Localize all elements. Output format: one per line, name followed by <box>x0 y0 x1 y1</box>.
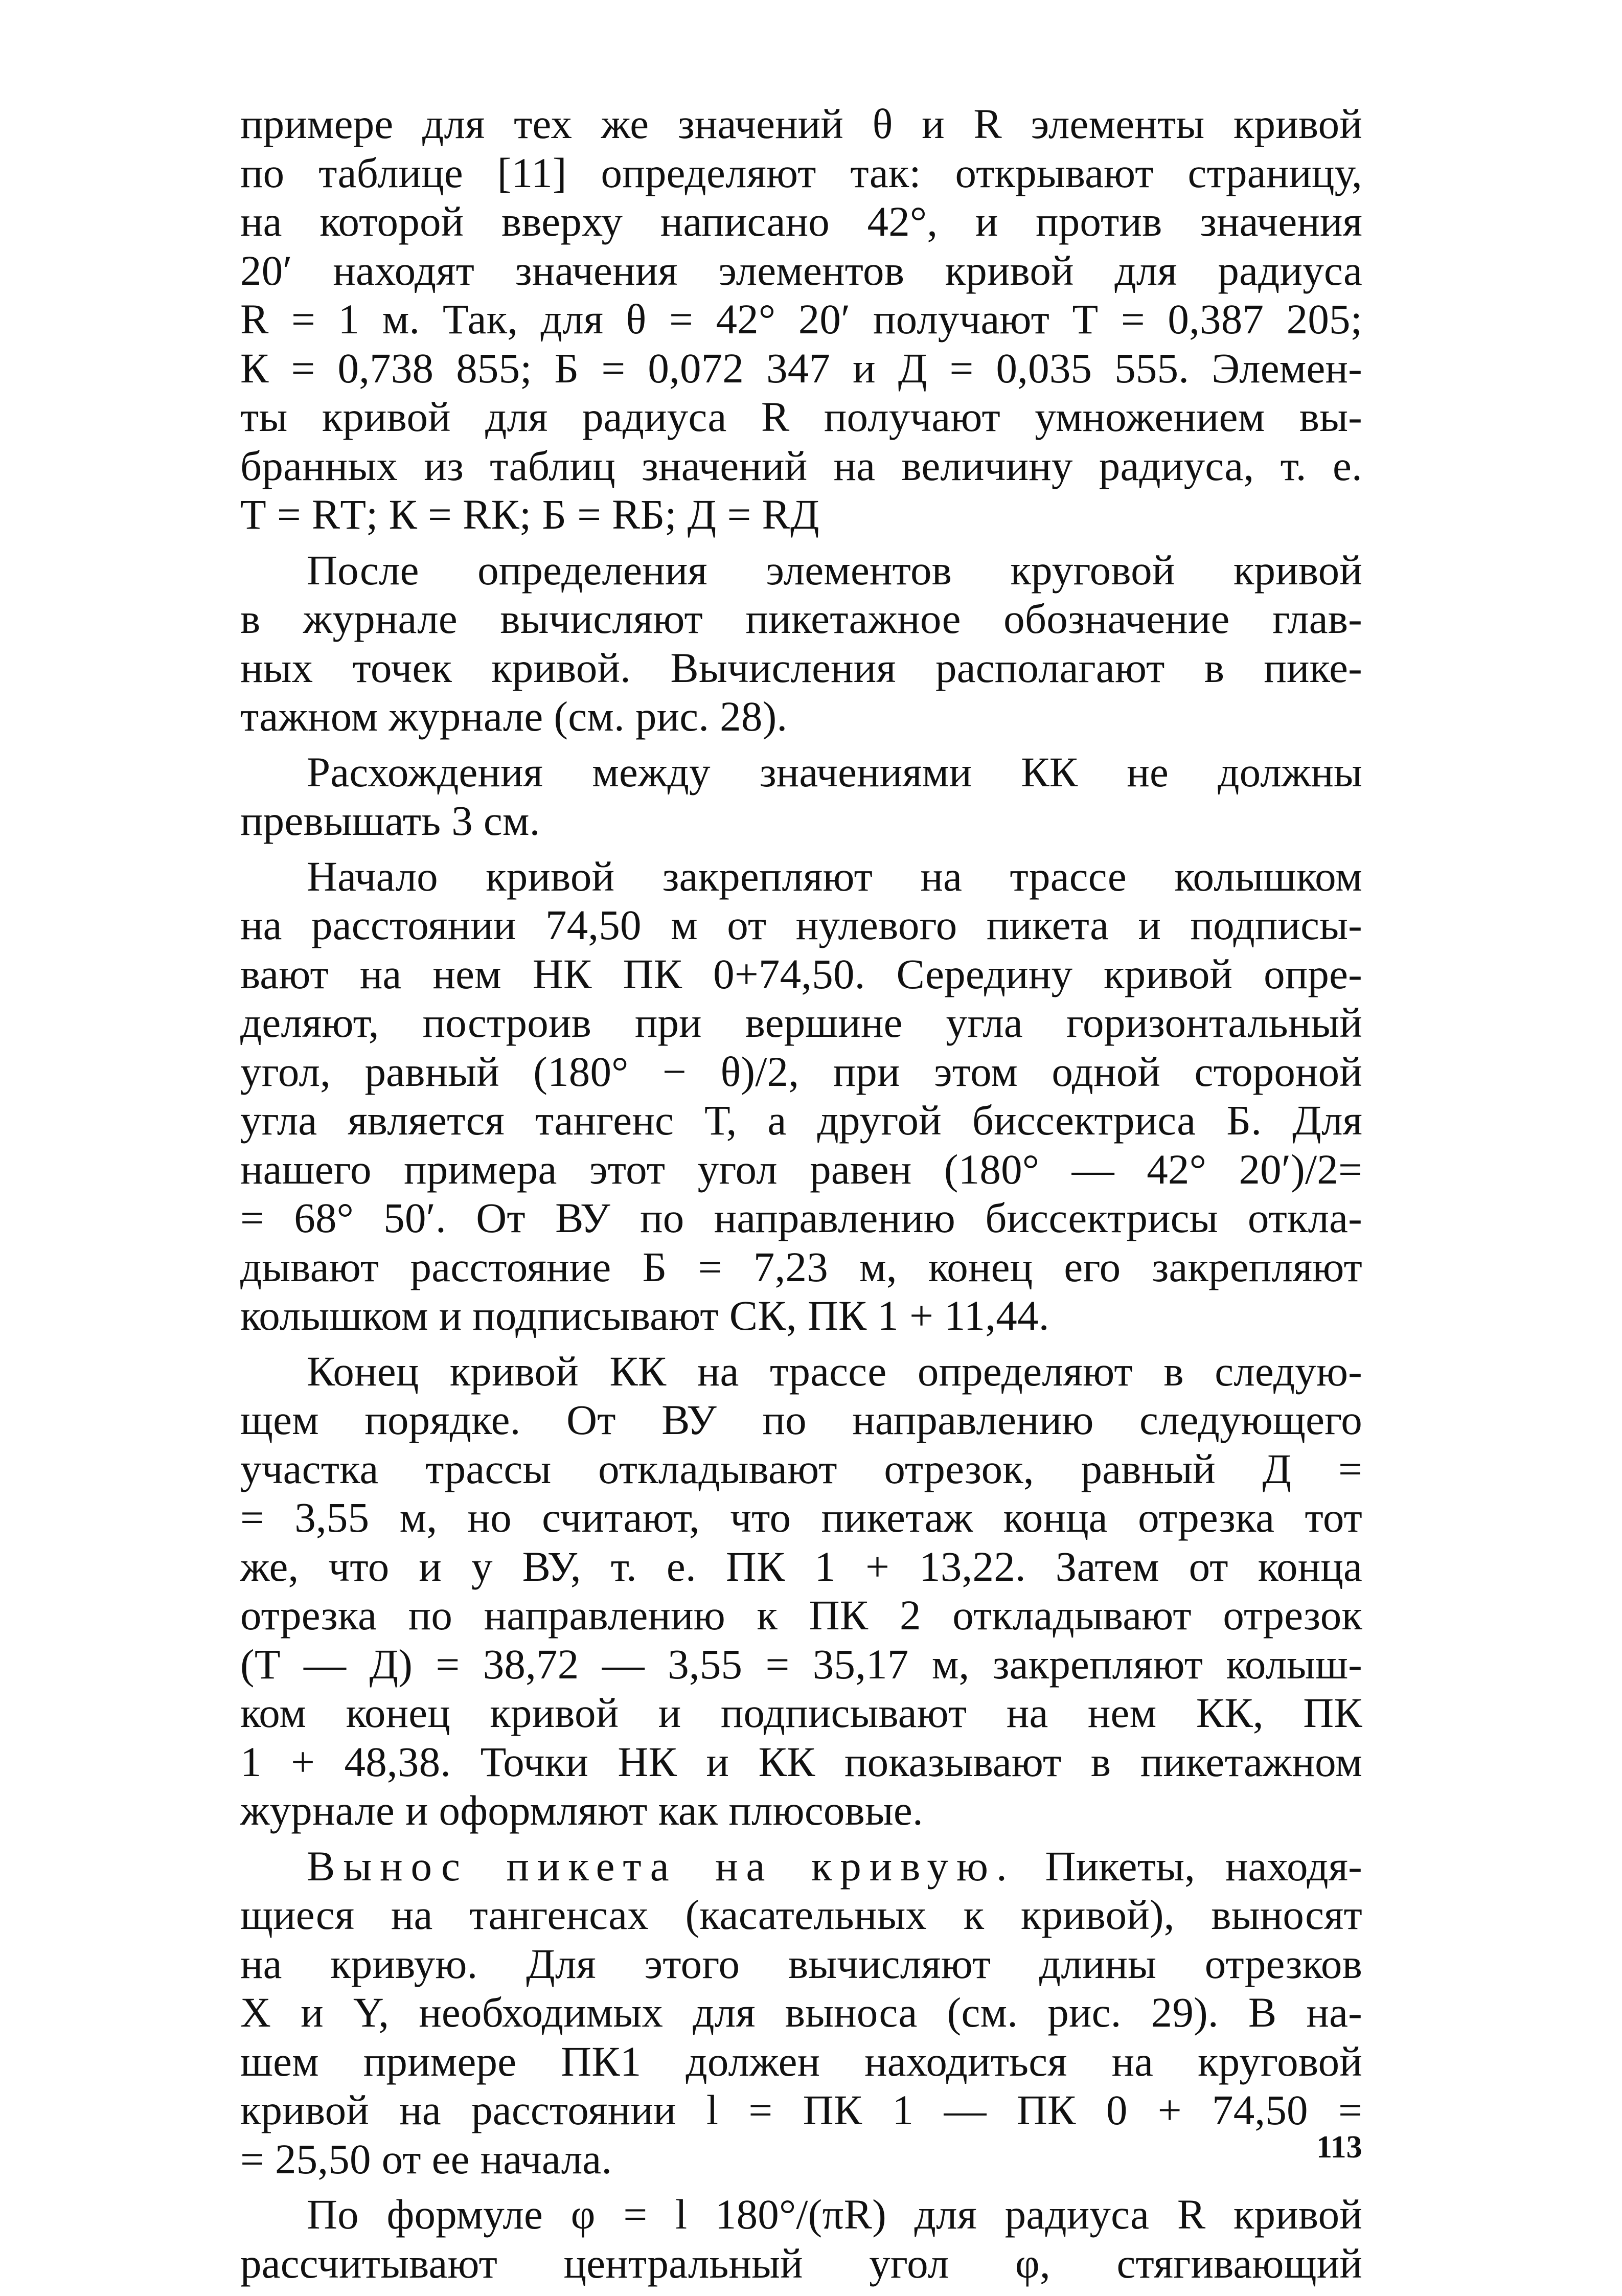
text-line: ных точек кривой. Вычисления располагают в пике- <box>240 644 1362 691</box>
text-line: По формуле φ = l 180°/(πR) для радиуса R кривой <box>307 2191 1362 2238</box>
text-line: шем примере ПК1 должен находиться на круговой <box>240 2037 1362 2085</box>
text-line: колышком и подписывают СК, ПК 1 + 11,44. <box>240 1292 1049 1339</box>
paragraph <box>240 2190 1362 2288</box>
paragraph <box>240 1347 1362 1835</box>
text-line: на кривую. Для этого вычисляют длины отрезков <box>240 1940 1362 1987</box>
text-line: нашего примера этот угол равен (180° — 42° 20′)/2= <box>240 1145 1362 1193</box>
text-line: рассчитывают центральный угол φ, стягивающий <box>240 2239 1362 2287</box>
text-line: Конец кривой КК на трассе определяют в следую- <box>307 1347 1362 1395</box>
text-line: R = 1 м. Так, для θ = 42° 20′ получают Т = 0,387 205; <box>240 295 1362 343</box>
text-line: 1 + 48,38. Точки НК и КК показывают в пикетажном <box>240 1738 1362 1785</box>
text-line: участка трассы откладывают отрезок, равный Д = <box>240 1445 1362 1492</box>
text-line: на которой вверху написано 42°, и против значения <box>240 198 1362 245</box>
paragraph <box>240 100 1362 539</box>
text-line: деляют, построив при вершине угла горизонтальный <box>240 999 1362 1046</box>
text-line: Т = RТ; К = RК; Б = RБ; Д = RД <box>240 491 819 538</box>
page-number: 113 <box>1316 2130 1362 2165</box>
text-line: Начало кривой закрепляют на трассе колышком <box>307 852 1362 900</box>
text-line: отрезка по направлению к ПК 2 откладывают отрезок <box>240 1592 1362 1639</box>
text-line: вают на нем НК ПК 0+74,50. Середину кривой опре- <box>240 950 1362 997</box>
text-line: = 68° 50′. От ВУ по направлению биссектрисы откла- <box>240 1194 1362 1241</box>
text-line: щиеся на тангенсах (касательных к кривой), выносят <box>240 1891 1362 1938</box>
text-line: примере для тех же значений θ и R элементы кривой <box>240 100 1362 147</box>
text-line: же, что и у ВУ, т. е. ПК 1 + 13,22. Затем от конца <box>240 1542 1362 1590</box>
heading-line-rest: Пикеты, находя- <box>1045 1842 1362 1890</box>
text-line: X и Y, необходимых для выноса (см. рис. 29). В на- <box>240 1989 1362 2036</box>
text-line: щем порядке. От ВУ по направлению следующего <box>240 1396 1362 1443</box>
text-line: Расхождения между значениями КК не должны <box>307 748 1362 795</box>
paragraph <box>240 1842 1362 2184</box>
text-line: дывают расстояние Б = 7,23 м, конец его закрепляют <box>240 1243 1362 1290</box>
text-line: по таблице [11] определяют так: открывают страницу, <box>240 149 1362 196</box>
text-line: (Т — Д) = 38,72 — 3,55 = 35,17 м, закрепляют колыш- <box>240 1640 1362 1688</box>
text-line: К = 0,738 855; Б = 0,072 347 и Д = 0,035 555. Элемен- <box>240 344 1362 392</box>
text-line: бранных из таблиц значений на величину радиуса, т. е. <box>240 442 1362 489</box>
paragraph <box>240 852 1362 1340</box>
text-line: превышать 3 см. <box>240 797 540 844</box>
section-heading: Вынос пикета на кривую. <box>307 1842 1015 1890</box>
text-line: ком конец кривой и подписывают на нем КК, ПК <box>240 1689 1362 1736</box>
text-line: угол, равный (180° − θ)/2, при этом одной стороной <box>240 1048 1362 1095</box>
text-line: угла является тангенс Т, а другой биссектриса Б. Для <box>240 1097 1362 1144</box>
paragraph <box>240 546 1362 741</box>
text-line <box>240 1842 1362 1891</box>
text-line: ты кривой для радиуса R получают умножением вы- <box>240 393 1362 440</box>
text-line: тажном журнале (см. рис. 28). <box>240 693 788 740</box>
page-text <box>240 100 1362 2288</box>
text-line: на расстоянии 74,50 м от нулевого пикета и подписы- <box>240 901 1362 948</box>
text-line: кривой на расстоянии l = ПК 1 — ПК 0 + 74,50 = <box>240 2086 1362 2133</box>
text-line: После определения элементов круговой кривой <box>307 546 1362 594</box>
text-line: = 25,50 от ее начала. <box>240 2135 612 2183</box>
paragraph <box>240 748 1362 846</box>
text-line: = 3,55 м, но считают, что пикетаж конца отрезка тот <box>240 1494 1362 1541</box>
text-line: в журнале вычисляют пикетажное обозначение глав- <box>240 595 1362 642</box>
text-line: журнале и оформляют как плюсовые. <box>240 1787 923 1834</box>
text-line: 20′ находят значения элементов кривой для радиуса <box>240 246 1362 294</box>
